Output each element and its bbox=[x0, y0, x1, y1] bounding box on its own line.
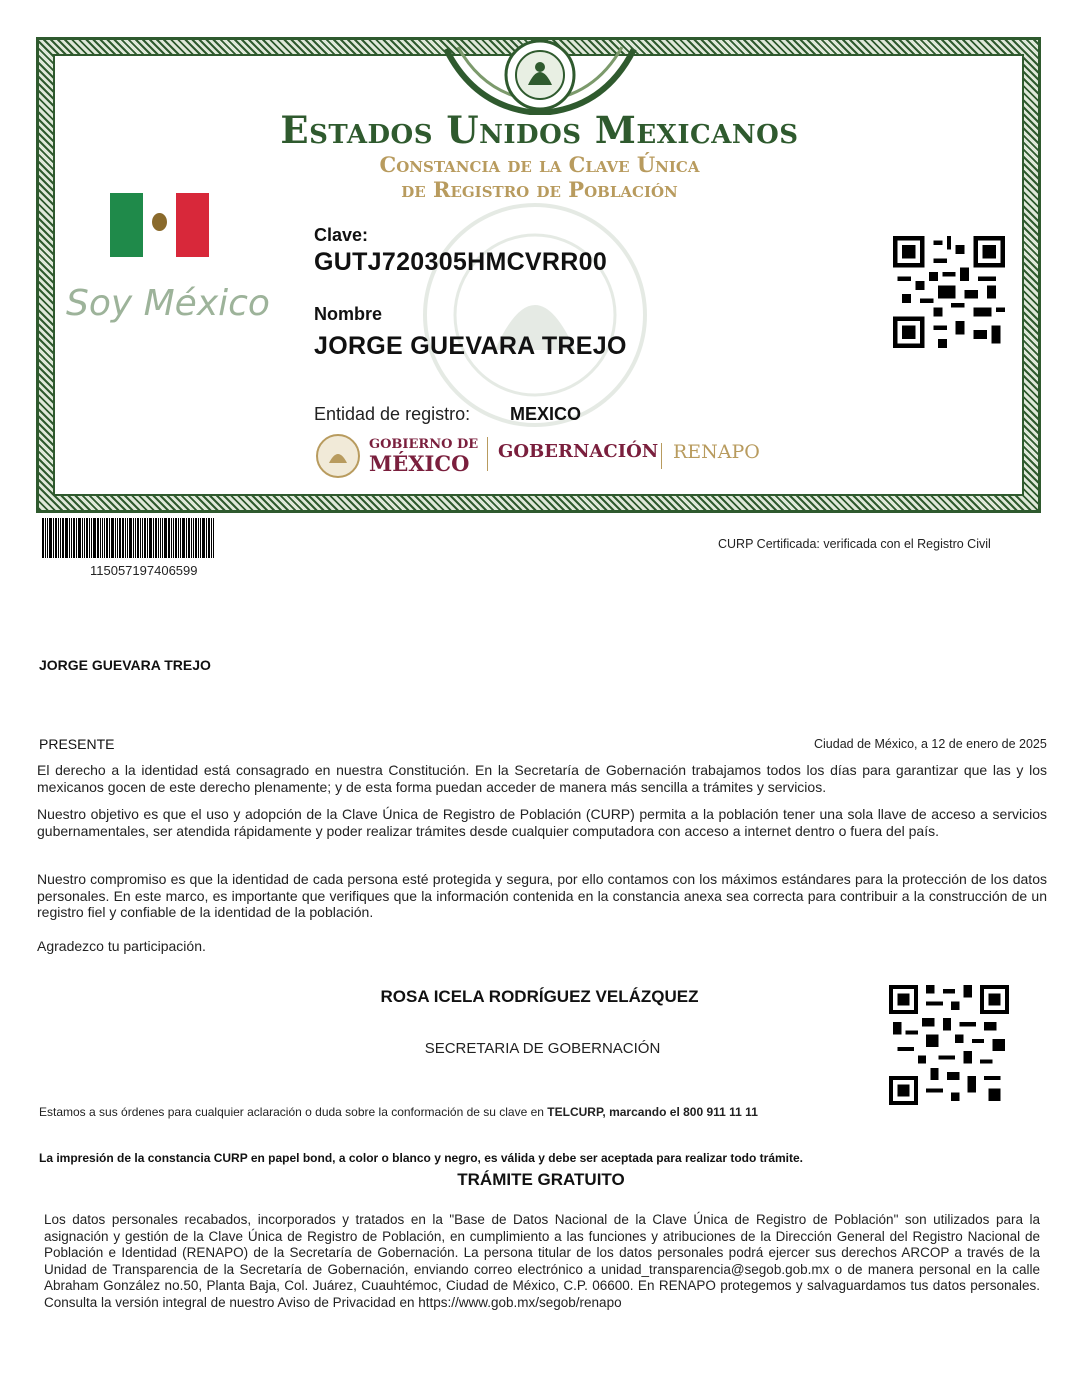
barcode-bar bbox=[137, 518, 139, 558]
entidad-label: Entidad de registro: bbox=[314, 404, 471, 424]
barcode-bar bbox=[127, 518, 128, 558]
free-procedure-label: TRÁMITE GRATUITO bbox=[457, 1170, 625, 1189]
barcode-bar bbox=[125, 518, 126, 558]
barcode-bar bbox=[100, 518, 101, 558]
barcode-bar bbox=[158, 518, 159, 558]
barcode-bar bbox=[73, 518, 75, 558]
closing-text: Agradezco tu participación. bbox=[37, 938, 206, 954]
barcode-bar bbox=[91, 518, 92, 558]
barcode-bar bbox=[78, 518, 81, 558]
national-seal-icon bbox=[436, 39, 644, 115]
barcode-bar bbox=[111, 518, 114, 558]
barcode-bar bbox=[198, 518, 199, 558]
seal-watermark-icon bbox=[400, 200, 670, 430]
barcode-bar bbox=[193, 518, 194, 558]
barcode-bar bbox=[93, 518, 96, 558]
barcode-bar bbox=[140, 518, 141, 558]
barcode-bar bbox=[109, 518, 110, 558]
paragraph-3: Nuestro compromiso es que la identidad de cada persona esté protegida y segura, por ello contamos con los máximos estándares para la protección de los datos personales. En este marco, es importante que verifiques que la información contenida en la constancia anexa sea correcta para contribuir a la construcción de un registro fiel y confiable de la identidad de la población. bbox=[37, 871, 1047, 920]
renapo-logo: RENAPO bbox=[673, 441, 760, 463]
paragraph-2: Nuestro objetivo es que el uso y adopción de la Clave Única de Registro de Población (CURP) permita a la población tener una sola llave de acceso a servicios gubernamentales, ser atendida rápidamente y poder realizar trámites desde cualquier computadora con acceso a internet dentro o fuera del país. bbox=[37, 806, 1047, 839]
mexican-flag-icon bbox=[110, 193, 209, 257]
contact-line bbox=[39, 1105, 758, 1119]
barcode-bar bbox=[102, 518, 103, 558]
barcode-bar bbox=[168, 518, 170, 558]
barcode-bar bbox=[142, 518, 143, 558]
barcode-bar bbox=[65, 518, 68, 558]
privacy-notice: Los datos personales recabados, incorporados y tratados en la "Base de Datos Nacional de la Clave Única de Registro de Población" son utilizados para la asignación y gestión de la Clave Única de Registro de Población, en cumplimiento a las funciones y atribuciones de la Dirección General del Registro Nacional de Población e Identidad (RENAPO) de la Secretaría de Gobernación. La persona titular de los datos personales podrá ejercer sus derechos ARCOP a través de la Unidad de Transparencia de la Secretaría de Gobernación, enviando correo electrónico a unidad_transparencia@segob.gob.mx o de manera personal en la calle Abraham González no.50, Planta Baja, Col. Juárez, Cuauhtémoc, Ciudad de México, C.P. 06600. En RENAPO protegemos y salvaguardamos tus datos personales. Consulta la versión integral de nuestro Aviso de Privacidad en https://www.gob.mx/segob/renapo bbox=[44, 1212, 1040, 1310]
place-date: Ciudad de México, a 12 de enero de 2025 bbox=[814, 737, 1047, 751]
barcode-bar bbox=[106, 518, 108, 558]
gobernacion-logo: GOBERNACIÓN bbox=[498, 441, 659, 462]
barcode-bar bbox=[115, 518, 116, 558]
barcode-bar bbox=[175, 518, 177, 558]
barcode-icon bbox=[42, 518, 252, 558]
barcode-bar bbox=[86, 518, 88, 558]
barcode-bar bbox=[49, 518, 52, 558]
barcode-bar bbox=[53, 518, 54, 558]
barcode-bar bbox=[182, 518, 185, 558]
barcode-bar bbox=[144, 518, 146, 558]
document-subtitle-line1: Constancia de la Clave Única bbox=[379, 152, 700, 177]
barcode-bar bbox=[89, 518, 90, 558]
barcode-bar bbox=[119, 518, 121, 558]
barcode-bar bbox=[42, 518, 44, 558]
barcode-bar bbox=[76, 518, 77, 558]
telcurp-phone: TELCURP, marcando el 800 911 11 11 bbox=[547, 1105, 758, 1119]
document-title: Estados Unidos Mexicanos bbox=[280, 108, 799, 152]
barcode-bar bbox=[55, 518, 57, 558]
barcode-bar bbox=[164, 518, 167, 558]
qr-code-signature-icon bbox=[889, 985, 1009, 1105]
barcode-bar bbox=[188, 518, 190, 558]
barcode-bar bbox=[202, 518, 205, 558]
clave-label: Clave: bbox=[314, 225, 369, 245]
barcode-bar bbox=[180, 518, 181, 558]
government-logos bbox=[315, 433, 775, 483]
barcode-bar bbox=[135, 518, 136, 558]
barcode-bar bbox=[117, 518, 118, 558]
barcode-bar bbox=[97, 518, 99, 558]
barcode-bar bbox=[147, 518, 148, 558]
barcode-bar bbox=[58, 518, 59, 558]
barcode-bar bbox=[155, 518, 157, 558]
barcode-bar bbox=[84, 518, 85, 558]
barcode-bar bbox=[153, 518, 154, 558]
barcode-bar bbox=[47, 518, 48, 558]
presente-label: PRESENTE bbox=[39, 736, 115, 752]
certified-note: CURP Certificada: verificada con el Registro Civil bbox=[718, 537, 991, 551]
barcode-bar bbox=[104, 518, 105, 558]
barcode-bar bbox=[129, 518, 132, 558]
barcode-bar bbox=[69, 518, 70, 558]
barcode-bar bbox=[160, 518, 161, 558]
barcode-bar bbox=[133, 518, 134, 558]
soy-mexico-tagline: Soy México bbox=[66, 283, 270, 324]
nombre-value: JORGE GUEVARA TREJO bbox=[314, 332, 627, 360]
paragraph-1: El derecho a la identidad está consagrado en nuestra Constitución. En la Secretaría de Gobernación trabajamos todos los días para garantizar que las y los mexicanos gocen de este derecho plenamente; y de esta forma puedan acceder de manera más sencilla a trámites y servicios. bbox=[37, 762, 1047, 795]
nombre-label: Nombre bbox=[314, 304, 383, 324]
barcode-bar bbox=[191, 518, 192, 558]
barcode-bar bbox=[45, 518, 46, 558]
barcode-bar bbox=[60, 518, 61, 558]
validity-note: La impresión de la constancia CURP en papel bond, a color o blanco y negro, es válida y debe ser aceptada para realizar todo trámite. bbox=[39, 1151, 804, 1165]
barcode-bar bbox=[208, 518, 210, 558]
barcode-bar bbox=[71, 518, 72, 558]
barcode-bar bbox=[200, 518, 201, 558]
barcode-bar bbox=[206, 518, 207, 558]
barcode-bar bbox=[211, 518, 212, 558]
barcode-bar bbox=[122, 518, 124, 558]
barcode-bar bbox=[173, 518, 174, 558]
qr-code-icon bbox=[893, 236, 1005, 348]
barcode-bar bbox=[178, 518, 179, 558]
gobierno-line2: MÉXICO bbox=[369, 451, 470, 476]
barcode-number: 115057197406599 bbox=[90, 563, 198, 578]
barcode-bar bbox=[149, 518, 152, 558]
barcode-bar bbox=[162, 518, 163, 558]
signer-title: SECRETARIA DE GOBERNACIÓN bbox=[424, 1040, 661, 1057]
gobierno-seal-icon bbox=[315, 433, 361, 479]
barcode-bar bbox=[186, 518, 187, 558]
barcode-bar bbox=[213, 518, 214, 558]
clave-value: GUTJ720305HMCVRR00 bbox=[314, 248, 608, 276]
recipient-name: JORGE GUEVARA TREJO bbox=[39, 657, 211, 673]
barcode-bar bbox=[195, 518, 197, 558]
document-subtitle-line2: de Registro de Población bbox=[401, 177, 678, 202]
signer-name: ROSA ICELA RODRÍGUEZ VELÁZQUEZ bbox=[380, 987, 699, 1006]
barcode-bar bbox=[62, 518, 64, 558]
entidad-value: MEXICO bbox=[510, 404, 582, 424]
gobierno-line1: GOBIERNO DE bbox=[369, 437, 479, 452]
barcode-bar bbox=[82, 518, 83, 558]
contact-text: Estamos a sus órdenes para cualquier aclaración o duda sobre la conformación de su clave en bbox=[39, 1105, 548, 1119]
barcode-bar bbox=[171, 518, 172, 558]
